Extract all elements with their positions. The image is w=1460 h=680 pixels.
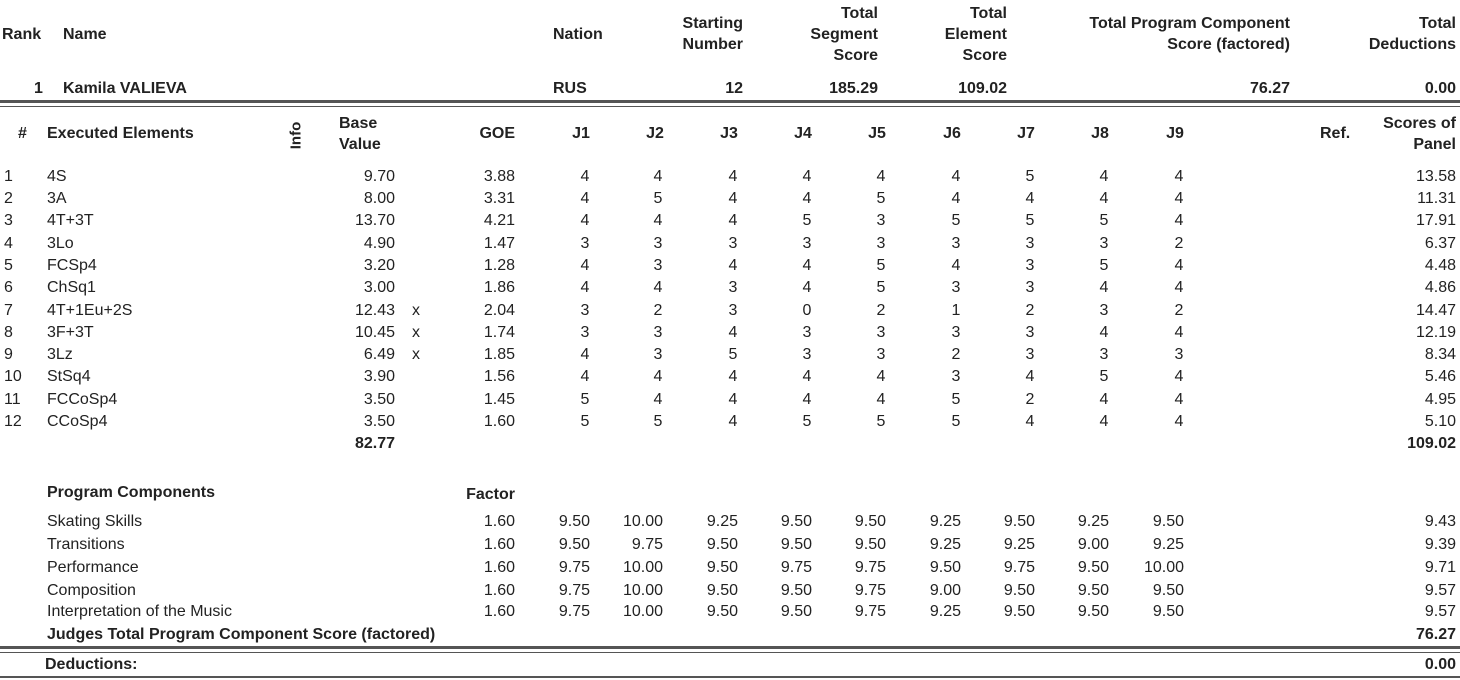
component-judge-2: 9.75 bbox=[631, 536, 663, 553]
element-judge-8: 3 bbox=[1099, 302, 1109, 319]
element-judge-3: 3 bbox=[728, 279, 738, 296]
element-code: 3Lz bbox=[47, 346, 73, 363]
starting-number-header: Starting Number bbox=[682, 15, 743, 53]
element-judge-4: 3 bbox=[802, 235, 812, 252]
element-panel-score: 8.34 bbox=[1424, 346, 1456, 363]
element-panel-score: 17.91 bbox=[1415, 212, 1456, 229]
element-base-value: 13.70 bbox=[354, 212, 395, 229]
judge-header-7: J7 bbox=[1017, 125, 1035, 142]
element-judge-7: 2 bbox=[1025, 391, 1035, 408]
component-judge-4: 9.75 bbox=[780, 559, 812, 576]
element-judge-1: 4 bbox=[580, 257, 590, 274]
element-code: FCCoSp4 bbox=[47, 391, 118, 408]
element-judge-6: 4 bbox=[951, 168, 961, 185]
element-judge-5: 4 bbox=[876, 391, 886, 408]
element-judge-9: 4 bbox=[1174, 391, 1184, 408]
element-judge-6: 3 bbox=[951, 368, 961, 385]
element-judge-2: 4 bbox=[653, 212, 663, 229]
component-factor: 1.60 bbox=[483, 582, 515, 599]
element-judge-5: 3 bbox=[876, 324, 886, 341]
element-judge-3: 4 bbox=[728, 391, 738, 408]
total-pcs-header: Total Program Component Score (factored) bbox=[1089, 15, 1290, 53]
element-judge-4: 5 bbox=[802, 212, 812, 229]
component-judge-7: 9.75 bbox=[1003, 559, 1035, 576]
header-divider-thin bbox=[0, 106, 1460, 107]
element-judge-6: 5 bbox=[951, 413, 961, 430]
component-judge-6: 9.25 bbox=[929, 536, 961, 553]
component-judge-4: 9.50 bbox=[780, 536, 812, 553]
element-base-value: 3.00 bbox=[363, 279, 395, 296]
component-judge-4: 9.50 bbox=[780, 513, 812, 530]
header-divider-thick bbox=[0, 100, 1460, 103]
component-factor: 1.60 bbox=[483, 603, 515, 620]
component-judge-3: 9.25 bbox=[706, 513, 738, 530]
element-code: 3Lo bbox=[47, 235, 74, 252]
element-info-flag: x bbox=[412, 302, 420, 319]
component-name: Transitions bbox=[47, 536, 125, 553]
element-judge-6: 3 bbox=[951, 235, 961, 252]
element-number: 10 bbox=[4, 368, 22, 385]
element-number: 7 bbox=[4, 302, 13, 319]
component-judge-3: 9.50 bbox=[706, 536, 738, 553]
element-judge-6: 4 bbox=[951, 190, 961, 207]
component-judge-2: 10.00 bbox=[622, 582, 663, 599]
element-judge-9: 4 bbox=[1174, 190, 1184, 207]
judge-header-3: J3 bbox=[720, 125, 738, 142]
element-judge-6: 1 bbox=[951, 302, 961, 319]
component-score: 9.57 bbox=[1424, 603, 1456, 620]
component-judge-9: 9.25 bbox=[1152, 536, 1184, 553]
component-judge-7: 9.25 bbox=[1003, 536, 1035, 553]
element-info-flag: x bbox=[412, 324, 420, 341]
component-judge-5: 9.75 bbox=[854, 559, 886, 576]
element-judge-7: 3 bbox=[1025, 235, 1035, 252]
component-factor: 1.60 bbox=[483, 559, 515, 576]
element-goe: 1.85 bbox=[483, 346, 515, 363]
element-base-value: 3.90 bbox=[363, 368, 395, 385]
judge-header-1: J1 bbox=[572, 125, 590, 142]
element-goe: 3.88 bbox=[483, 168, 515, 185]
element-goe: 1.47 bbox=[483, 235, 515, 252]
component-judge-3: 9.50 bbox=[706, 603, 738, 620]
element-judge-5: 5 bbox=[876, 257, 886, 274]
component-name: Skating Skills bbox=[47, 513, 143, 530]
element-goe: 3.31 bbox=[483, 190, 515, 207]
element-goe: 1.60 bbox=[483, 413, 515, 430]
component-judge-6: 9.00 bbox=[929, 582, 961, 599]
element-number: 3 bbox=[4, 212, 13, 229]
element-goe: 1.74 bbox=[483, 324, 515, 341]
component-judge-2: 10.00 bbox=[622, 603, 663, 620]
element-judge-4: 5 bbox=[802, 413, 812, 430]
component-judge-9: 10.00 bbox=[1143, 559, 1184, 576]
element-judge-7: 5 bbox=[1025, 168, 1035, 185]
element-judge-9: 2 bbox=[1174, 302, 1184, 319]
element-judge-2: 4 bbox=[653, 168, 663, 185]
element-judge-3: 4 bbox=[728, 324, 738, 341]
component-factor: 1.60 bbox=[483, 536, 515, 553]
element-panel-score: 5.10 bbox=[1424, 413, 1456, 430]
component-name: Interpretation of the Music bbox=[47, 603, 232, 620]
element-code: StSq4 bbox=[47, 368, 91, 385]
element-panel-score: 12.19 bbox=[1415, 324, 1456, 341]
component-judge-9: 9.50 bbox=[1152, 603, 1184, 620]
element-number-header: # bbox=[18, 125, 27, 142]
element-judge-1: 4 bbox=[580, 212, 590, 229]
element-judge-1: 4 bbox=[580, 346, 590, 363]
element-goe: 4.21 bbox=[483, 212, 515, 229]
component-judge-9: 9.50 bbox=[1152, 513, 1184, 530]
element-judge-6: 5 bbox=[951, 391, 961, 408]
judges-total-pcs-label: Judges Total Program Component Score (factored) bbox=[47, 626, 436, 643]
element-judge-3: 4 bbox=[728, 413, 738, 430]
element-judge-4: 4 bbox=[802, 168, 812, 185]
element-code: 4S bbox=[47, 168, 67, 185]
component-name: Composition bbox=[47, 582, 136, 599]
element-code: 3F+3T bbox=[47, 324, 94, 341]
element-judge-3: 4 bbox=[728, 257, 738, 274]
skater-total-element-score: 109.02 bbox=[958, 80, 1007, 97]
element-judge-9: 4 bbox=[1174, 168, 1184, 185]
element-judge-3: 5 bbox=[728, 346, 738, 363]
element-judge-4: 0 bbox=[802, 302, 812, 319]
element-judge-1: 3 bbox=[580, 235, 590, 252]
element-code: 4T+3T bbox=[47, 212, 94, 229]
element-panel-score: 11.31 bbox=[1417, 190, 1456, 207]
element-judge-1: 3 bbox=[580, 324, 590, 341]
component-judge-1: 9.50 bbox=[558, 536, 590, 553]
element-judge-8: 4 bbox=[1099, 413, 1109, 430]
program-components-title: Program Components bbox=[47, 484, 216, 501]
element-judge-6: 3 bbox=[951, 279, 961, 296]
element-judge-5: 4 bbox=[876, 368, 886, 385]
element-judge-4: 3 bbox=[802, 346, 812, 363]
element-judge-9: 4 bbox=[1174, 413, 1184, 430]
component-judge-3: 9.50 bbox=[706, 559, 738, 576]
element-judge-2: 4 bbox=[653, 391, 663, 408]
element-goe: 1.28 bbox=[483, 257, 515, 274]
component-judge-5: 9.50 bbox=[854, 513, 886, 530]
element-code: FCSp4 bbox=[47, 257, 97, 274]
element-code: ChSq1 bbox=[47, 279, 96, 296]
component-judge-1: 9.75 bbox=[558, 559, 590, 576]
judge-header-8: J8 bbox=[1091, 125, 1109, 142]
total-element-score-header: Total Element Score bbox=[944, 5, 1007, 64]
component-judge-6: 9.25 bbox=[929, 513, 961, 530]
element-judge-8: 3 bbox=[1099, 346, 1109, 363]
component-judge-8: 9.50 bbox=[1077, 559, 1109, 576]
element-number: 6 bbox=[4, 279, 13, 296]
element-judge-6: 2 bbox=[951, 346, 961, 363]
element-judge-4: 3 bbox=[802, 324, 812, 341]
element-judge-2: 3 bbox=[653, 257, 663, 274]
element-judge-1: 4 bbox=[580, 190, 590, 207]
element-judge-9: 4 bbox=[1174, 368, 1184, 385]
component-judge-6: 9.25 bbox=[929, 603, 961, 620]
component-judge-1: 9.75 bbox=[558, 582, 590, 599]
element-goe: 1.86 bbox=[483, 279, 515, 296]
component-judge-5: 9.75 bbox=[854, 603, 886, 620]
rank-header: Rank bbox=[2, 26, 42, 43]
deductions-value: 0.00 bbox=[1424, 656, 1456, 673]
component-judge-6: 9.50 bbox=[929, 559, 961, 576]
judge-header-4: J4 bbox=[794, 125, 812, 142]
skater-total-pcs: 76.27 bbox=[1249, 80, 1290, 97]
element-judge-1: 5 bbox=[580, 413, 590, 430]
element-judge-4: 4 bbox=[802, 279, 812, 296]
element-judge-5: 4 bbox=[876, 168, 886, 185]
element-base-value: 3.50 bbox=[363, 413, 395, 430]
element-judge-3: 3 bbox=[728, 302, 738, 319]
component-judge-7: 9.50 bbox=[1003, 513, 1035, 530]
element-panel-score: 4.48 bbox=[1424, 257, 1456, 274]
component-judge-5: 9.75 bbox=[854, 582, 886, 599]
component-score: 9.39 bbox=[1424, 536, 1456, 553]
judge-header-9: J9 bbox=[1166, 125, 1184, 142]
component-factor: 1.60 bbox=[483, 513, 515, 530]
judge-header-6: J6 bbox=[943, 125, 961, 142]
deductions-divider-thin bbox=[0, 652, 1460, 653]
element-panel-score: 13.58 bbox=[1415, 168, 1456, 185]
component-judge-2: 10.00 bbox=[622, 559, 663, 576]
element-judge-6: 4 bbox=[951, 257, 961, 274]
skater-nation: RUS bbox=[553, 80, 587, 97]
element-judge-9: 4 bbox=[1174, 279, 1184, 296]
element-base-value: 4.90 bbox=[363, 235, 395, 252]
skater-total-segment-score: 185.29 bbox=[829, 80, 878, 97]
element-judge-4: 4 bbox=[802, 190, 812, 207]
skater-name: Kamila VALIEVA bbox=[63, 80, 187, 97]
element-judge-5: 3 bbox=[876, 346, 886, 363]
component-judge-4: 9.50 bbox=[780, 603, 812, 620]
skater-total-deductions: 0.00 bbox=[1424, 80, 1456, 97]
component-judge-7: 9.50 bbox=[1003, 582, 1035, 599]
element-judge-7: 4 bbox=[1025, 413, 1035, 430]
element-goe: 1.45 bbox=[483, 391, 515, 408]
component-judge-1: 9.50 bbox=[558, 513, 590, 530]
element-judge-7: 3 bbox=[1025, 257, 1035, 274]
element-judge-9: 3 bbox=[1174, 346, 1184, 363]
element-judge-8: 3 bbox=[1099, 235, 1109, 252]
element-judge-5: 2 bbox=[876, 302, 886, 319]
executed-elements-header: Executed Elements bbox=[47, 125, 194, 142]
component-judge-8: 9.50 bbox=[1077, 603, 1109, 620]
component-score: 9.57 bbox=[1424, 582, 1456, 599]
element-judge-7: 2 bbox=[1025, 302, 1035, 319]
base-value-header: Base Value bbox=[339, 115, 381, 153]
element-judge-2: 2 bbox=[653, 302, 663, 319]
element-base-value: 3.50 bbox=[363, 391, 395, 408]
element-judge-7: 3 bbox=[1025, 324, 1035, 341]
element-base-value: 9.70 bbox=[363, 168, 395, 185]
component-judge-8: 9.50 bbox=[1077, 582, 1109, 599]
element-judge-2: 3 bbox=[653, 346, 663, 363]
element-judge-5: 5 bbox=[876, 413, 886, 430]
bottom-divider bbox=[0, 676, 1460, 678]
component-name: Performance bbox=[47, 559, 139, 576]
element-code: 4T+1Eu+2S bbox=[47, 302, 133, 319]
element-judge-5: 5 bbox=[876, 190, 886, 207]
element-judge-3: 4 bbox=[728, 190, 738, 207]
element-number: 1 bbox=[4, 168, 13, 185]
element-base-value: 12.43 bbox=[354, 302, 395, 319]
element-judge-8: 4 bbox=[1099, 190, 1109, 207]
element-base-value: 10.45 bbox=[354, 324, 395, 341]
element-judge-9: 4 bbox=[1174, 212, 1184, 229]
base-value-total: 82.77 bbox=[354, 435, 395, 452]
element-judge-1: 4 bbox=[580, 368, 590, 385]
skater-rank: 1 bbox=[34, 80, 43, 97]
judge-header-5: J5 bbox=[868, 125, 886, 142]
element-info-flag: x bbox=[412, 346, 420, 363]
element-judge-8: 5 bbox=[1099, 257, 1109, 274]
element-judge-2: 5 bbox=[653, 190, 663, 207]
component-judge-2: 10.00 bbox=[622, 513, 663, 530]
element-panel-score: 6.37 bbox=[1424, 235, 1456, 252]
element-judge-7: 4 bbox=[1025, 368, 1035, 385]
element-number: 2 bbox=[4, 190, 13, 207]
element-judge-8: 4 bbox=[1099, 168, 1109, 185]
element-judge-4: 4 bbox=[802, 391, 812, 408]
element-judge-2: 3 bbox=[653, 324, 663, 341]
total-deductions-header: Total Deductions bbox=[1368, 15, 1456, 53]
element-number: 12 bbox=[4, 413, 22, 430]
element-judge-4: 4 bbox=[802, 368, 812, 385]
element-goe: 2.04 bbox=[483, 302, 515, 319]
element-number: 9 bbox=[4, 346, 13, 363]
element-judge-2: 4 bbox=[653, 368, 663, 385]
component-judge-3: 9.50 bbox=[706, 582, 738, 599]
component-judge-7: 9.50 bbox=[1003, 603, 1035, 620]
element-base-value: 8.00 bbox=[363, 190, 395, 207]
component-score: 9.43 bbox=[1424, 513, 1456, 530]
element-judge-4: 4 bbox=[802, 257, 812, 274]
element-judge-3: 3 bbox=[728, 235, 738, 252]
judge-header-2: J2 bbox=[646, 125, 664, 142]
element-judge-2: 5 bbox=[653, 413, 663, 430]
element-number: 8 bbox=[4, 324, 13, 341]
component-judge-1: 9.75 bbox=[558, 603, 590, 620]
component-judge-4: 9.50 bbox=[780, 582, 812, 599]
element-judge-7: 3 bbox=[1025, 346, 1035, 363]
component-judge-5: 9.50 bbox=[854, 536, 886, 553]
deductions-divider-thick bbox=[0, 646, 1460, 649]
scores-of-panel-header: Scores of Panel bbox=[1383, 115, 1456, 153]
element-base-value: 6.49 bbox=[363, 346, 395, 363]
component-score: 9.71 bbox=[1424, 559, 1456, 576]
info-header: Info bbox=[287, 121, 305, 150]
element-judge-5: 5 bbox=[876, 279, 886, 296]
factor-header: Factor bbox=[466, 486, 515, 503]
element-judge-5: 3 bbox=[876, 235, 886, 252]
element-goe: 1.56 bbox=[483, 368, 515, 385]
component-judge-8: 9.25 bbox=[1077, 513, 1109, 530]
skater-starting-number: 12 bbox=[725, 80, 743, 97]
component-judge-8: 9.00 bbox=[1077, 536, 1109, 553]
element-judge-7: 3 bbox=[1025, 279, 1035, 296]
element-judge-1: 4 bbox=[580, 168, 590, 185]
element-judge-9: 4 bbox=[1174, 257, 1184, 274]
element-code: CCoSp4 bbox=[47, 413, 108, 430]
element-number: 11 bbox=[4, 391, 21, 408]
deductions-label: Deductions: bbox=[45, 656, 138, 673]
element-judge-3: 4 bbox=[728, 368, 738, 385]
element-judge-1: 3 bbox=[580, 302, 590, 319]
element-judge-2: 3 bbox=[653, 235, 663, 252]
component-judge-9: 9.50 bbox=[1152, 582, 1184, 599]
element-judge-9: 4 bbox=[1174, 324, 1184, 341]
element-base-value: 3.20 bbox=[363, 257, 395, 274]
element-panel-score: 14.47 bbox=[1415, 302, 1456, 319]
element-judge-8: 4 bbox=[1099, 324, 1109, 341]
name-header: Name bbox=[63, 26, 107, 43]
element-judge-5: 3 bbox=[876, 212, 886, 229]
element-judge-8: 5 bbox=[1099, 212, 1109, 229]
element-judge-9: 2 bbox=[1174, 235, 1184, 252]
ref-header: Ref. bbox=[1320, 125, 1351, 142]
element-judge-1: 5 bbox=[580, 391, 590, 408]
element-number: 4 bbox=[4, 235, 13, 252]
element-judge-8: 4 bbox=[1099, 391, 1109, 408]
element-judge-6: 5 bbox=[951, 212, 961, 229]
total-segment-score-header: Total Segment Score bbox=[810, 5, 878, 64]
judges-total-pcs-value: 76.27 bbox=[1415, 626, 1456, 643]
element-judge-8: 4 bbox=[1099, 279, 1109, 296]
goe-header: GOE bbox=[479, 125, 515, 142]
element-judge-1: 4 bbox=[580, 279, 590, 296]
element-judge-3: 4 bbox=[728, 168, 738, 185]
element-judge-2: 4 bbox=[653, 279, 663, 296]
element-panel-score: 5.46 bbox=[1424, 368, 1456, 385]
element-judge-6: 3 bbox=[951, 324, 961, 341]
element-judge-7: 4 bbox=[1025, 190, 1035, 207]
element-judge-3: 4 bbox=[728, 212, 738, 229]
panel-score-total: 109.02 bbox=[1407, 435, 1456, 452]
element-code: 3A bbox=[47, 190, 67, 207]
element-panel-score: 4.95 bbox=[1424, 391, 1456, 408]
nation-header: Nation bbox=[553, 26, 603, 43]
element-number: 5 bbox=[4, 257, 13, 274]
element-judge-8: 5 bbox=[1099, 368, 1109, 385]
element-panel-score: 4.86 bbox=[1424, 279, 1456, 296]
element-judge-7: 5 bbox=[1025, 212, 1035, 229]
